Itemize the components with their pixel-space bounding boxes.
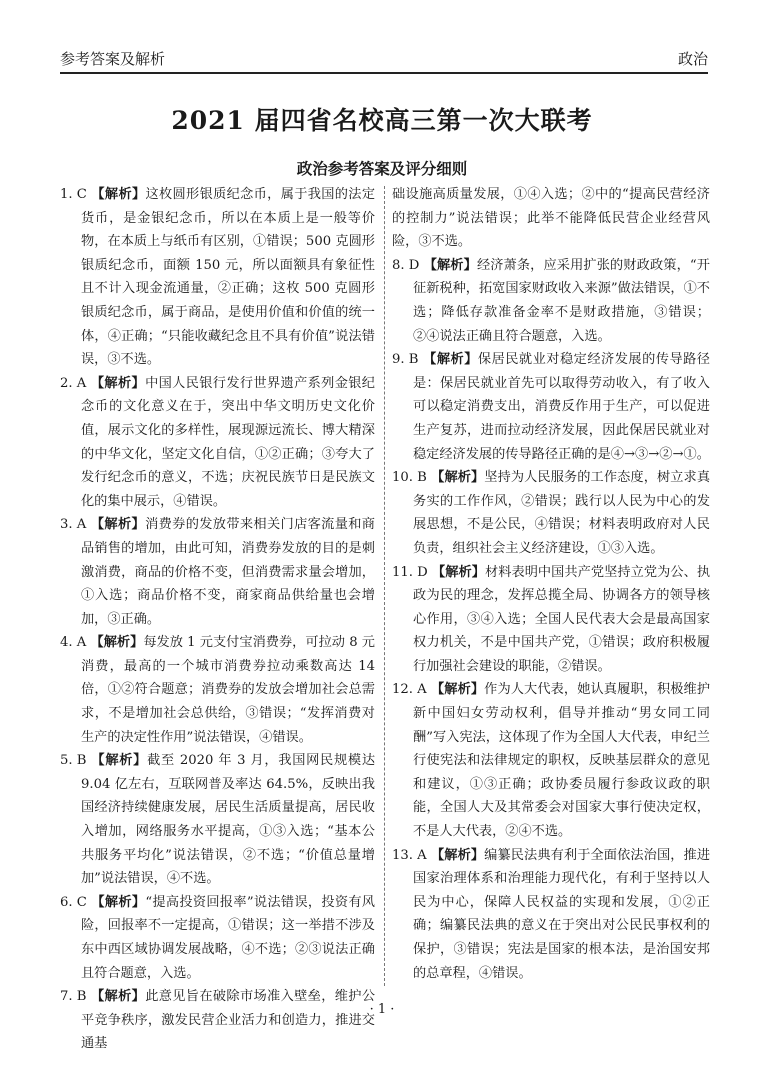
answer-text: 每发放 1 元支付宝消费券，可拉动 8 元消费，最高的一个城市消费券拉动乘数高达 14 倍，①②符合题意；消费券的发放会增加社会总需求，不是增加社会总供给，③错误；“发挥消费对生产的决定性作用”说法错误，④错误。 xyxy=(81,635,375,745)
answer-text: 作为人大代表，她认真履职，积极维护新中国妇女劳动权利，倡导并推动“男女同工同酬”写入宪法，这体现了作为全国人大代表，申纪兰行使宪法和法律规定的职权，反映基层群众的意见和建议，①③正确；政协委员履行参政议政的职能，全国人大及其常委会对国家大事行使决定权，不是人大代表，②④不选。 xyxy=(413,682,711,840)
header-rule xyxy=(60,72,708,74)
answer-item xyxy=(392,466,710,560)
analysis-tag: 【解析】 xyxy=(91,187,146,202)
page-header xyxy=(60,44,708,74)
answer-item xyxy=(60,749,375,891)
analysis-tag: 【解析】 xyxy=(90,635,144,651)
answer-item xyxy=(60,985,375,1056)
continued-answer-text: 础设施高质量发展，①④入选；②中的“提高民营经济的控制力”说法错误；此举不能降低民营企业经营风险，③不选。 xyxy=(392,187,710,250)
answer-number: 1. C xyxy=(60,187,87,202)
analysis-tag: 【解析】 xyxy=(432,564,485,580)
answer-item xyxy=(392,561,710,679)
answer-item xyxy=(392,844,710,986)
answer-text: 保居民就业对稳定经济发展的传导路径是：保居民就业首先可以取得劳动收入，有了收入可以稳定消费支出，消费反作用于生产，可以促进生产复苏，进而拉动经济发展，因此保居民就业对稳定经济发展的传导路径正确的是④→③→②→①。 xyxy=(413,352,710,462)
page-number: · 1 · xyxy=(369,1002,395,1017)
answer-item xyxy=(392,254,710,348)
page-subtitle: 政治参考答案及评分细则 xyxy=(296,159,468,178)
header-subject-label: 政治 xyxy=(677,50,708,68)
header-left-label: 参考答案及解析 xyxy=(60,50,166,68)
analysis-tag: 【解析】 xyxy=(431,682,485,698)
answer-number: 10. B xyxy=(392,470,427,486)
answer-text: 消费券的发放带来相关门店客流量和商品销售的增加，由此可知，消费券发放的目的是刺激消费，商品的价格不变，但消费需求量会增加，①入选；商品价格不变，商家商品供给量也会增加，③正确。 xyxy=(81,517,375,627)
page-title: 2021 届四省名校高三第一次大联考 xyxy=(171,106,593,135)
answer-number: 5. B xyxy=(60,753,87,769)
answer-number: 3. A xyxy=(60,517,87,533)
answer-text: “提高投资回报率”说法错误，投资有风险，回报率不一定提高，①错误；这一举措不涉及东中西区域协调发展战略，④不选；②③说法正确且符合题意，入选。 xyxy=(81,894,375,981)
column-divider xyxy=(384,186,385,986)
answer-item xyxy=(60,631,375,749)
analysis-tag: 【解析】 xyxy=(423,352,478,368)
answer-text: 经济萧条，应采用扩张的财政政策，“开征新税种，拓宽国家财政收入来源”做法错误，①不选；降低存款准备金率不是财政措施，③错误；②④说法正确且符合题意，入选。 xyxy=(413,257,710,344)
answer-number: 6. C xyxy=(60,894,87,910)
answer-item xyxy=(392,678,710,843)
answer-item xyxy=(60,891,375,985)
answer-number: 4. A xyxy=(60,635,87,651)
answer-text: 截至 2020 年 3 月，我国网民规模达 9.04 亿左右，互联网普及率达 64.5%，反映出我国经济持续健康发展，居民生活质量提高，居民收入增加，网络服务水平提高，①③入选；“基本公共服务平均化”说法错误，②不选；“价值总量增加”说法错误，④不选。 xyxy=(81,753,376,887)
analysis-tag: 【解析】 xyxy=(91,894,146,910)
answer-item xyxy=(60,513,375,631)
analysis-tag: 【解析】 xyxy=(431,847,485,863)
answer-text: 这枚圆形银质纪念币，属于我国的法定货币，是金银纪念币，所以在本质上是一般等价物，在本质上与纸币有区别，①错误；500 克圆形银质纪念币，面额 150 元，所以面额具有象征性且不计入现金流通量，②正确；这枚 500 克圆形银质纪念币，属于商品，是使用价值和价值的统一体，④正确；“只能收藏纪念且不具有价值”说法错误，③不选。 xyxy=(81,187,376,368)
analysis-tag: 【解析】 xyxy=(423,257,477,273)
analysis-tag: 【解析】 xyxy=(90,517,146,533)
answer-text: 中国人民银行发行世界遗产系列金银纪念币的文化意义在于，突出中华文明历史文化价值，展示文化的多样性，展现源远流长、博大精深的中华文化，坚定文化自信，①②正确；③夸大了发行纪念币的意义，不选；庆祝民族节日是民族文化的集中展示，④错误。 xyxy=(81,375,375,509)
answer-text: 材料表明中国共产党坚持立党为公、执政为民的理念，发挥总揽全局、协调各方的领导核心作用，③④入选；全国人民代表大会是最高国家权力机关，不是中国共产党，①错误；政府积极履行加强社会建设的职能，②错误。 xyxy=(413,564,710,674)
answer-number: 2. A xyxy=(60,375,87,391)
left-column xyxy=(60,183,375,1056)
answer-number: 9. B xyxy=(392,352,419,368)
answer-number: 13. A xyxy=(392,847,427,863)
answer-text: 坚持为人民服务的工作态度，树立求真务实的工作作风，②错误；践行以人民为中心的发展思想，不是公民，④错误；材料表明政府对人民负责，组织社会主义经济建设，①③入选。 xyxy=(413,470,711,556)
answer-number: 8. D xyxy=(392,257,420,273)
analysis-tag: 【解析】 xyxy=(90,375,146,391)
analysis-tag: 【解析】 xyxy=(431,470,485,486)
answer-text: 此意见旨在破除市场准入壁垒，维护公平竞争秩序，激发民营企业活力和创造力，推进交通基 xyxy=(81,989,376,1052)
answer-item xyxy=(60,183,375,372)
answer-item xyxy=(392,348,710,466)
analysis-tag: 【解析】 xyxy=(91,989,146,1005)
answer-number: 7. B xyxy=(60,989,87,1005)
answer-number: 12. A xyxy=(392,682,427,698)
answer-text: 编纂民法典有利于全面依法治国，推进国家治理体系和治理能力现代化，有利于坚持以人民为中心，保障人民权益的实现和发展，①②正确；编纂民法典的意义在于突出对公民民事权利的保护，③错误；宪法是国家的根本法，是治国安邦的总章程，④错误。 xyxy=(413,847,711,981)
answer-number: 11. D xyxy=(392,564,428,580)
answer-item xyxy=(60,372,375,514)
analysis-tag: 【解析】 xyxy=(91,753,148,769)
right-column xyxy=(392,183,710,985)
